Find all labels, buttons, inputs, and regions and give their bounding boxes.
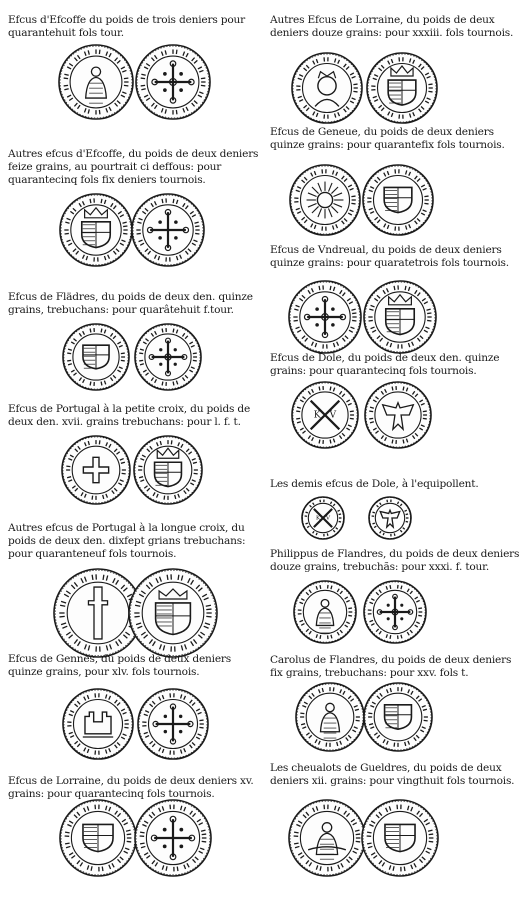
coin-portugal-obverse (60, 434, 132, 506)
coin-gueldres-obverse (287, 798, 367, 878)
coin-scottish2-obverse (58, 192, 134, 268)
coin-entry (270, 548, 522, 574)
coin-entry (8, 291, 260, 317)
coin-caption: Autres efcus de Portugal à la longue croix, du poids de deux den. dixfept grians trebuchans: pour quaranteneuf fols tournois. (8, 522, 246, 560)
coin-caption: Efcus de Portugal à la petite croix, du poids de deux den. xvii. grains trebuchans: pour l. f. t. (8, 403, 251, 428)
coin-lorraine-reverse (133, 798, 213, 878)
svg-text:V: V (329, 409, 337, 421)
coin-genoa-obverse (61, 687, 135, 761)
coin-entry (270, 126, 522, 152)
coin-lorraine-obverse (58, 798, 138, 878)
svg-text:K: K (315, 515, 321, 522)
coin-flanders-reverse (133, 322, 203, 392)
coin-caption: Autres Efcus de Lorraine, du poids de deux deniers douze grains: pour xxxiii. fols tournois. (270, 14, 514, 39)
coin-genoa-reverse (136, 687, 210, 761)
coin-entry (8, 522, 260, 561)
coin-philippus-obverse (292, 579, 358, 645)
coin-caption: Carolus de Flandres, du poids de deux deniers fix grains, trebuchans: pour xxv. fols t. (270, 654, 512, 679)
coin-dole-half-obverse (300, 495, 346, 541)
coin-entry (270, 762, 522, 788)
coin-flanders-obverse (61, 322, 131, 392)
coin-portugal-reverse (132, 434, 204, 506)
svg-text:K: K (313, 409, 321, 421)
coin-caption: Efcus de Gennes, du poids de deux deniers quinze grains, pour xlv. fols tournois. (8, 653, 232, 678)
coin-dole-half-reverse (367, 495, 413, 541)
coin-pair (270, 0, 522, 90)
coin-entry (270, 244, 522, 270)
coin-caption: Philippus de Flandres, du poids de deux deniers douze grains, trebuchãs: pour xxxi. f. tour. (270, 548, 520, 573)
coin-entry (8, 148, 260, 187)
right-column (270, 0, 522, 903)
coin-gueldres-reverse (360, 798, 440, 878)
coin-entry (8, 403, 260, 429)
coin-dole-obverse (290, 380, 360, 450)
coin-caption: Les cheualots de Gueldres, du poids de deux deniers xii. grains: pour vingthuit fols tournois. (270, 762, 515, 787)
coin-carolus-obverse (294, 681, 366, 753)
coin-carolus-reverse (362, 681, 434, 753)
coin-geneva-reverse (361, 163, 435, 237)
svg-text:V: V (325, 515, 331, 522)
coin-scottish2-reverse (130, 192, 206, 268)
coin-entry (270, 654, 522, 680)
coin-caption: Autres efcus d'Efcoffe, du poids de deux deniers feize grains, au pourtrait ci deffous: pour quarantecinq fols fix deniers tournois. (8, 148, 259, 186)
coin-philippus-reverse (362, 579, 428, 645)
coin-caption: Les demis efcus de Dole, à l'equipollent. (270, 478, 479, 490)
coin-caption: Efcus de Geneue, du poids de deux deniers quinze grains: pour quarantefix fols tournois. (270, 126, 505, 151)
coin-geneva-obverse (288, 163, 362, 237)
coin-caption: Efcus de Flädres, du poids de deux den. quinze grains, trebuchans: pour quarâtehuit f.tour. (8, 291, 253, 316)
coin-portugal2-reverse (127, 567, 219, 659)
coin-entry (270, 352, 522, 378)
coin-entry (8, 653, 260, 679)
coin-vndreual-reverse (362, 279, 438, 355)
coin-caption: Efcus de Dole, du poids de deux den. quinze grains: pour quarantecinq fols tournois. (270, 352, 500, 377)
coin-caption: Efcus de Vndreual, du poids de deux deniers quinze grains: pour quaratetrois fols tournois. (270, 244, 509, 269)
coin-caption: Efcus de Lorraine, du poids de deux deniers xv. grains: pour quarantecinq fols tournois. (8, 775, 254, 800)
left-column (8, 0, 260, 903)
coin-entry (270, 478, 522, 491)
coin-pair (8, 0, 260, 90)
coin-vndreual-obverse (287, 279, 363, 355)
coin-caption: Efcus d'Efcoffe du poids de trois deniers pour quarantehuit fols tour. (8, 14, 246, 39)
coin-dole-reverse (363, 380, 433, 450)
